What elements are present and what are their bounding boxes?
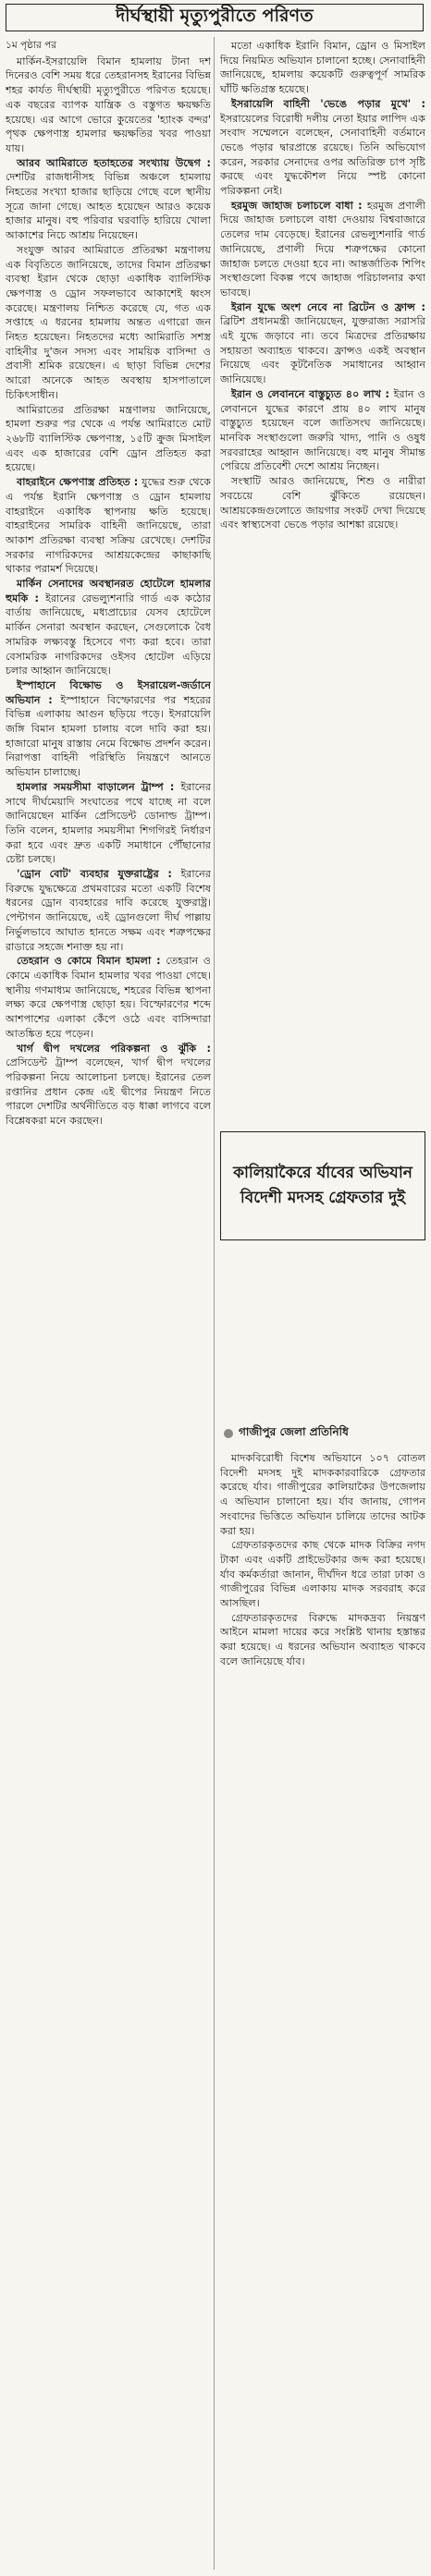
paragraph-text: ইরানের বিরুদ্ধে যুদ্ধক্ষেত্রে প্রথমবারের মতো একটি বিশেষ ধরনের ড্রোন ব্যবহারের দাবি করেছে যুক্তরাষ্ট্র। পেন্টাগন জানিয়েছে, এই ড্রোনগুলো দীর্ঘ পাল্লায় নির্ভুলভাবে আঘাত হানতে সক্ষম এবং শত্রুপক্ষের রাডারে সহজে শনাক্ত হয় না। — [6, 868, 211, 953]
paragraph — [6, 156, 211, 243]
paragraph — [220, 39, 425, 97]
subheading: ইসরায়েলি বাহিনী 'ভেঙে পড়ার মুখে' : — [231, 97, 425, 110]
paragraph — [6, 954, 211, 1041]
paragraph — [220, 199, 425, 300]
paragraph-text: ইসরায়েলের বিরোধী দলীয় নেতা ইয়ার লাপিদ এক সংবাদ সম্মেলনে বলেছেন, সেনাবাহিনী বর্তমানে ভেঙে পড়ার দ্বারপ্রান্তে রয়েছে। তিনি অভিযোগ করেন, সরকার সেনাদের ওপর অতিরিক্ত চাপ সৃষ্টি করছে এবং যুদ্ধকৌশল নিয়ে স্পষ্ট কোনো পরিকল্পনা নেই। — [220, 112, 425, 198]
byline — [220, 1423, 425, 1444]
paragraph — [220, 387, 425, 474]
paragraph-text: গ্রেফতারকৃতদের বিরুদ্ধে মাদকদ্রব্য নিয়ন্ত্রণ আইনে মামলা দায়ের করে সংশ্লিষ্ট থানায় হস্তান্তর করা হয়েছে। এ ধরনের অভিযান অব্যাহত থাকবে বলে জানিয়েছে র্যাব। — [220, 1611, 425, 1667]
paragraph-text: ব্রিটিশ প্রধানমন্ত্রী জানিয়েছেন, যুক্তরাজ্য সরাসরি এই যুদ্ধে জড়াবে না। তবে মিত্রদের প্রতিরক্ষায় সহায়তা অব্যাহত থাকবে। ফ্রান্সও একই অবস্থান নিয়েছে এবং কূটনৈতিক সমাধানের আহ্বান জানিয়েছে। — [220, 315, 425, 386]
paragraph-text: মাদকবিরোধী বিশেষ অভিযানে ১০৭ বোতল বিদেশী মদসহ দুই মাদককারবারিকে গ্রেফতার করেছে র্যাব। গাজীপুরের কালিয়াকৈর উপজেলায় এ অভিযান চালানো হয়। র্যাব জানায়, গোপন সংবাদের ভিত্তিতে অভিযান চালিয়ে তাদের আটক করা হয়। — [220, 1452, 425, 1537]
right-column-bottom-body — [220, 1451, 425, 1669]
paragraph — [6, 1042, 211, 1129]
left-column-body — [6, 55, 211, 1129]
paragraph-text: সংস্থাটি আরও জানিয়েছে, শিশু ও নারীরা সবচেয়ে বেশি ঝুঁকিতে রয়েছেন। আশ্রয়কেন্দ্রগুলোতে জায়গার সংকট দেখা দিয়েছে এবং স্বাস্থ্যসেবা ভেঙে পড়ার আশঙ্কা রয়েছে। — [220, 475, 425, 531]
paragraph-text: হরমুজ প্রণালী দিয়ে জাহাজ চলাচলে বাধা দেওয়ায় বিশ্ববাজারে তেলের দাম বেড়েছে। ইরানের রেভল্যুশনারি গার্ড জানিয়েছে, প্রণালী দিয়ে শত্রুপক্ষের কোনো জাহাজ চলতে দেওয়া হবে না। আন্তর্জাতিক শিপিং সংস্থাগুলো বিকল্প পথে জাহাজ পরিচালনার কথা ভাবছে। — [220, 199, 425, 299]
subheading: আরব আমিরাতে হতাহতের সংখ্যায় উদ্বেগ : — [17, 156, 211, 169]
column-rule — [214, 37, 215, 2570]
paragraph-text: আমিরাতের প্রতিরক্ষা মন্ত্রণালয় জানিয়েছে, হামলা শুরুর পর থেকে এ পর্যন্ত আমিরাতে মোট ২৬৮টি ব্যালিস্টিক ক্ষেপণাস্ত্র, ১৫টি ক্রুজ মিসাইল এবং এক হাজারের বেশি ড্রোন প্রতিহত করা হয়েছে। — [6, 403, 211, 474]
paragraph — [6, 403, 211, 476]
subheading: মার্কিন সেনাদের অবস্থানরত হোটেলে হামলার হুমকি : — [6, 578, 211, 604]
paragraph-text: ইরানের সাথে দীর্ঘমেয়াদি সংঘাতের পথে যাচ্ছে না বলে জানিয়েছেন মার্কিন প্রেসিডেন্ট ডোনাল্ড ট্রাম্প। তিনি বলেন, হামলার সময়সীমা শিগগিরই নির্ধারণ করা হবে এবং দ্রুত একটি সমাধানে পৌঁছানোর চেষ্টা চলছে। — [6, 780, 211, 866]
inset-headline: কালিয়াকৈরে র্যাবের অভিযান বিদেশী মদসহ গ্রেফতার দুই — [233, 1164, 413, 1207]
paragraph — [220, 1611, 425, 1669]
paragraph — [6, 867, 211, 954]
paragraph-text: ইস্পাহানে বিস্ফোরণের পর শহরের বিভিন্ন এলাকায় আগুন ছড়িয়ে পড়ে। ইসরায়েলি জঙ্গি বিমান হামলা চালায় বলে দাবি করা হয়। হাজারো মানুষ রাস্তায় নেমে বিক্ষোভ প্রদর্শন করেন। নিরাপত্তা বাহিনী পরিস্থিতি নিয়ন্ত্রণে আনতে অভিযান চালাচ্ছে। — [6, 693, 211, 779]
paragraph — [6, 678, 211, 780]
headline-box — [6, 4, 424, 31]
subheading: ইরান যুদ্ধে অংশ নেবে না ব্রিটেন ও ফ্রান্স : — [231, 300, 425, 313]
subheading: 'ড্রোন বোট' ব্যবহার যুক্তরাষ্ট্রের : — [17, 868, 181, 881]
paragraph — [6, 55, 211, 156]
paragraph-text: মার্কিন-ইসরায়েলি বিমান হামলায় টানা দশ দিনেরও বেশি সময় ধরে তেহরানসহ ইরানের বিভিন্ন শহর কার্যত দীর্ঘস্থায়ী মৃত্যুপুরীতে পরিণত হয়েছে। এক বছরের ব্যাপক যান্ত্রিক ও বস্তুগত ক্ষয়ক্ষতি হয়েছে। এর আগে ভোরে কুয়েতের 'হ্যাংক বন্দর' পৃথক ক্ষেপণাস্ত্র হামলার ক্ষয়ক্ষতির খবর পাওয়া যায়। — [6, 55, 211, 154]
paragraph — [220, 474, 425, 532]
subheading: হামলার সময়সীমা বাড়ালেন ট্রাম্প : — [17, 780, 181, 793]
subheading: হরমুজ জাহাজ চলাচলে বাধা : — [231, 199, 367, 212]
paragraph — [220, 97, 425, 199]
paragraph-text: সংযুক্ত আরব আমিরাতে প্রতিরক্ষা মন্ত্রণালয় এক বিবৃতিতে জানিয়েছে, তাদের বিমান প্রতিরক্ষা ব্যবস্থা ইরান থেকে ছোড়া একাধিক ব্যালিস্টিক ক্ষেপণাস্ত্র ও ড্রোন সফলভাবে আকাশেই ধ্বংস করেছে। মন্ত্রণালয় নিশ্চিত করেছে যে, গত এক সপ্তাহে এ ধরনের হামলায় অন্তত এগারো জন নিহত হয়েছেন। নিহতদের মধ্যে আমিরাতি সশস্ত্র বাহিনীর দু'জন সদস্য এবং সাময়িক বাসিন্দা ও প্রবাসী শ্রমিক রয়েছেন। এ ছাড়া বিভিন্ন দেশের আরো অনেকে আহত অবস্থায় হাসপাতালে চিকিৎসাধীন। — [6, 243, 211, 401]
paragraph-text: যুদ্ধের শুরু থেকে এ পর্যন্ত ইরানি ক্ষেপণাস্ত্র ও ড্রোন হামলায় বাহরাইনে একাধিক স্থাপনায় ক্ষতি হয়েছে। বাহরাইনের সামরিক বাহিনী জানিয়েছে, তারা আকাশ প্রতিরক্ষা ব্যবস্থা সক্রিয় রেখেছে। দেশটির সরকার নাগরিকদের আশ্রয়কেন্দ্রের কাছাকাছি থাকার পরামর্শ দিয়েছে। — [6, 476, 211, 576]
paragraph — [6, 243, 211, 403]
paragraph-text: ইরানের রেভল্যুশনারি গার্ড এক কঠোর বার্তায় জানিয়েছে, মধ্যপ্রাচ্যের যেসব হোটেলে মার্কিন সেনারা অবস্থান করছেন, সেগুলোকে বৈধ সামরিক লক্ষ্যবস্তু হিসেবে গণ্য করা হবে। তারা বেসামরিক নাগরিকদের ওইসব হোটেল এড়িয়ে চলার আহ্বান জানিয়েছে। — [6, 592, 211, 678]
paragraph-text: দেশটির রাজধানীসহ বিভিন্ন অঞ্চলে হামলায় নিহতের সংখ্যা হাজার ছাড়িয়ে গেছে বলে স্থানীয় সূত্রে জানা গেছে। আহত হয়েছেন আরও কয়েক হাজার মানুষ। বহু পরিবার ঘরবাড়ি হারিয়ে খোলা আকাশের নিচে আশ্রয় নিয়েছেন। — [6, 171, 211, 242]
right-column-bottom — [220, 1451, 425, 2570]
paragraph — [6, 475, 211, 577]
right-column-top — [220, 39, 425, 1165]
paragraph-text: প্রেসিডেন্ট ট্রাম্প বলেছেন, খার্গ দ্বীপ দখলের পরিকল্পনা নিয়ে আলোচনা চলছে। ইরানের তেল রপ্তানির প্রধান কেন্দ্র এই দ্বীপের নিয়ন্ত্রণ নিতে পারলে দেশটির অর্থনীতিতে বড় ধাক্কা লাগবে বলে বিশ্লেষকরা মনে করছেন। — [6, 1056, 211, 1128]
subheading: খার্গ দ্বীপ দখলের পরিকল্পনা ও ঝুঁকি : — [17, 1042, 211, 1055]
inset-headline-box — [220, 1131, 425, 1240]
paragraph-text: তেহরান ও কোমে একাধিক বিমান হামলার খবর পাওয়া গেছে। স্থানীয় গণমাধ্যম জানিয়েছে, শহরের বিভিন্ন স্থাপনা লক্ষ্য করে ক্ষেপণাস্ত্র ছোড়া হয়। বিস্ফোরণের শব্দে আশপাশের এলাকা কেঁপে ওঠে এবং বাসিন্দারা আতঙ্কিত হয়ে পড়েন। — [6, 955, 211, 1040]
paragraph — [6, 780, 211, 867]
subheading: ইরান ও লেবাননে বাস্তুচ্যুত ৪০ লাখ : — [231, 387, 394, 400]
subheading: তেহরান ও কোমে বিমান হামলা : — [17, 955, 166, 968]
paragraph-text: মতো একাধিক ইরানি বিমান, ড্রোন ও মিসাইল দিয়ে নিয়মিত অভিযান চালানো হচ্ছে। সেনাবাহিনী জানিয়েছে, হামলায় কয়েকটি গুরুত্বপূর্ণ সামরিক ঘাঁটি ক্ষতিগ্রস্ত হয়েছে। — [220, 40, 425, 96]
subheading: ইস্পাহানে বিক্ষোভ ও ইসরায়েল-জর্ডানে অভিযান : — [6, 678, 211, 706]
paragraph-text: গ্রেফতারকৃতদের কাছ থেকে মাদক বিক্রির নগদ টাকা এবং একটি প্রাইভেটকার জব্দ করা হয়েছে। র্যাব কর্মকর্তারা জানান, দীর্ঘদিন ধরে তারা ঢাকা ও গাজীপুরের বিভিন্ন এলাকায় মাদক সরবরাহ করে আসছিল। — [220, 1539, 425, 1610]
right-column-top-body — [220, 39, 425, 532]
byline-text: গাজীপুর জেলা প্রতিনিধি — [239, 1425, 349, 1438]
paragraph — [6, 577, 211, 678]
subheading: বাহরাইনে ক্ষেপণাস্ত্র প্রতিহত : — [17, 476, 142, 489]
inset-spacer — [220, 1246, 425, 1418]
left-column — [6, 39, 211, 2568]
paragraph — [220, 1451, 425, 1538]
continuation-note: ১ম পৃষ্ঠার পর — [6, 40, 57, 51]
paragraph — [220, 1538, 425, 1611]
headline: দীর্ঘস্থায়ী মৃত্যুপুরীতে পরিণত — [116, 6, 314, 26]
bullet-icon — [224, 1429, 233, 1438]
paragraph — [220, 300, 425, 387]
paragraph-text: ইরান ও লেবাননে যুদ্ধের কারণে প্রায় ৪০ লাখ মানুষ বাস্তুচ্যুত হয়েছেন বলে জাতিসংঘ জানিয়েছে। মানবিক সংস্থাগুলো জরুরি খাদ্য, পানি ও ওষুধ সরবরাহের আহ্বান জানিয়েছে। বহু মানুষ সীমান্ত পেরিয়ে প্রতিবেশী দেশে আশ্রয় নিচ্ছেন। — [220, 387, 425, 473]
